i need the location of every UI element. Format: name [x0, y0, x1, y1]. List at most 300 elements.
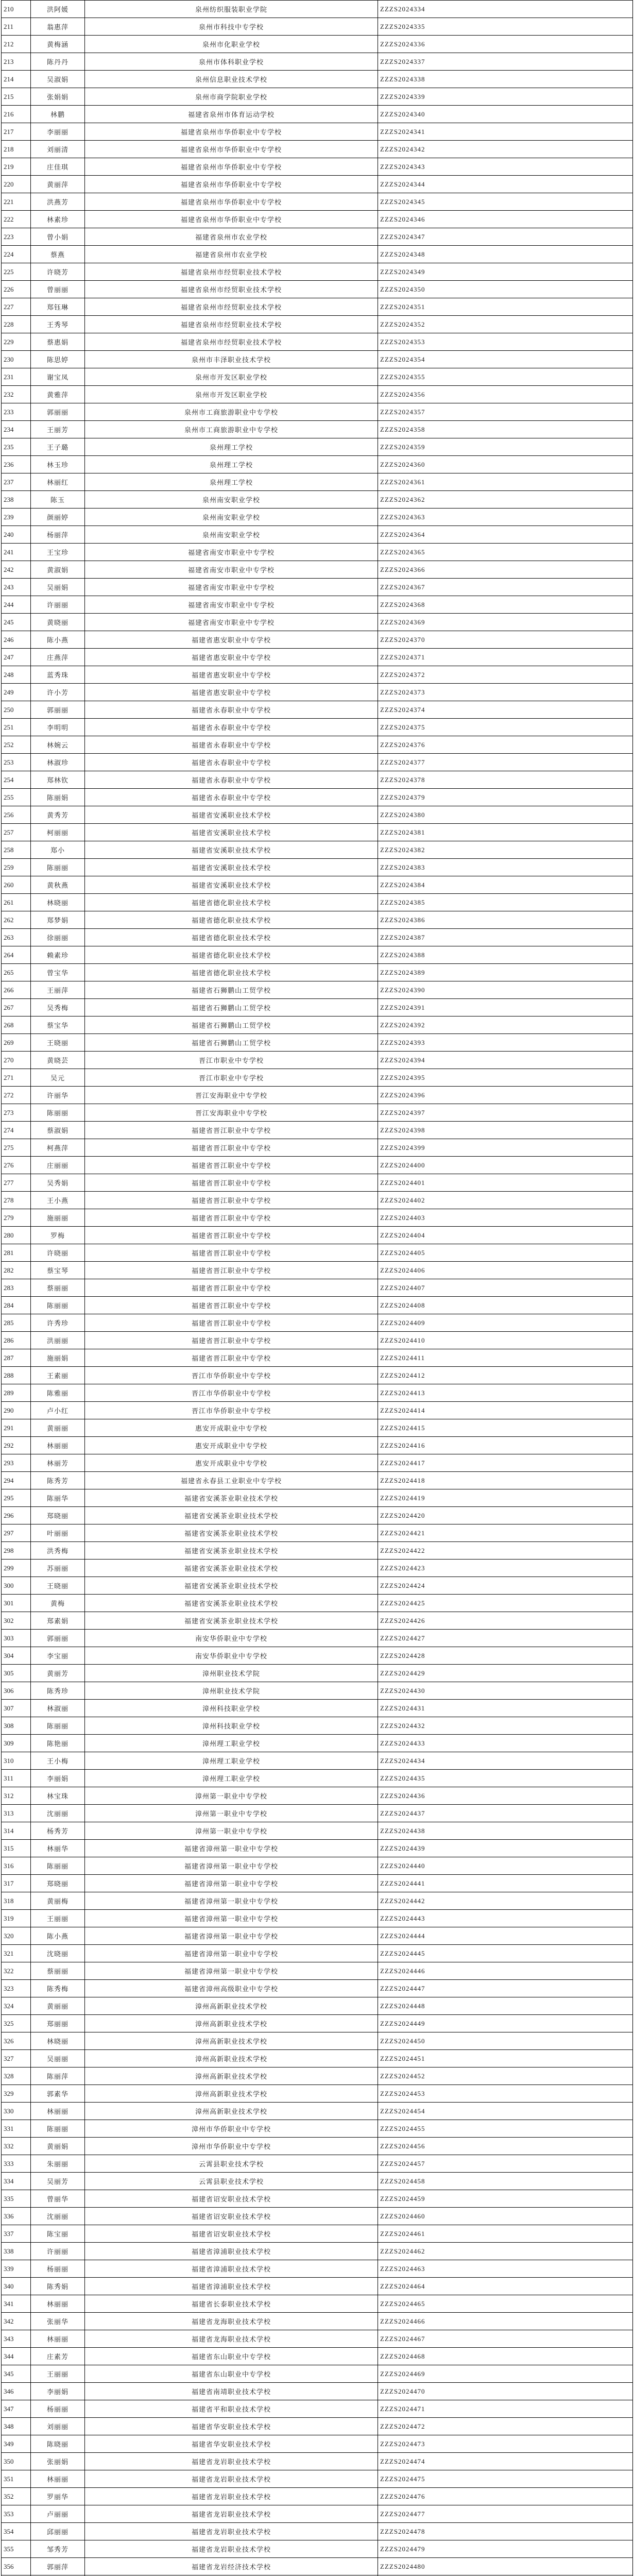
- row-number: 216: [2, 106, 31, 123]
- person-name: 赖素珍: [31, 946, 85, 964]
- school-name: 漳州高新职业技术学校: [85, 2050, 378, 2067]
- table-row: [2, 2453, 633, 2470]
- school-name: 福建省南安市职业中专学校: [85, 579, 378, 596]
- table-row: [2, 141, 633, 158]
- row-number: 306: [2, 1682, 31, 1700]
- person-name: 黄晓芸: [31, 1052, 85, 1069]
- person-name: 王晓丽: [31, 1577, 85, 1595]
- school-name: 福建省龙岩职业技术学校: [85, 2453, 378, 2470]
- certificate-id: ZZZS2024414: [378, 1402, 633, 1419]
- row-number: 226: [2, 281, 31, 298]
- row-number: 218: [2, 141, 31, 158]
- row-number: 293: [2, 1454, 31, 1472]
- school-name: 福建省德化职业技术学校: [85, 946, 378, 964]
- school-name: 福建省惠安职业中专学校: [85, 631, 378, 649]
- school-name: 福建省晋江职业中专学校: [85, 1122, 378, 1139]
- row-number: 244: [2, 596, 31, 614]
- school-name: 福建省安溪茶业职业技术学校: [85, 1612, 378, 1630]
- school-name: 泉州理工学校: [85, 473, 378, 491]
- row-number: 308: [2, 1717, 31, 1735]
- school-name: 漳州第一职业中专学校: [85, 1787, 378, 1805]
- table-row: [2, 806, 633, 824]
- certificate-id: ZZZS2024391: [378, 999, 633, 1016]
- person-name: 陈秀珍: [31, 1682, 85, 1700]
- school-name: 漳州高新职业技术学校: [85, 2015, 378, 2032]
- person-name: 陈丽华: [31, 1489, 85, 1507]
- row-number: 266: [2, 981, 31, 999]
- certificate-id: ZZZS2024434: [378, 1752, 633, 1770]
- school-name: 福建省泉州市经贸职业技术学校: [85, 298, 378, 316]
- person-name: 陈丽丽: [31, 2120, 85, 2138]
- person-name: 黄秋燕: [31, 876, 85, 894]
- school-name: 福建省永春职业中专学校: [85, 736, 378, 754]
- table-row: [2, 281, 633, 298]
- row-number: 233: [2, 403, 31, 421]
- row-number: 319: [2, 1910, 31, 1927]
- table-row: [2, 1857, 633, 1875]
- person-name: 郑梦娟: [31, 911, 85, 929]
- certificate-id: ZZZS2024413: [378, 1384, 633, 1402]
- school-name: 福建省漳州第一职业中专学校: [85, 1910, 378, 1927]
- table-row: [2, 1314, 633, 1332]
- table-row: [2, 824, 633, 841]
- certificate-id: ZZZS2024479: [378, 2540, 633, 2558]
- certificate-id: ZZZS2024466: [378, 2313, 633, 2330]
- school-name: 福建省永春职业中专学校: [85, 719, 378, 736]
- certificate-id: ZZZS2024451: [378, 2050, 633, 2067]
- row-number: 250: [2, 701, 31, 719]
- certificate-id: ZZZS2024463: [378, 2260, 633, 2278]
- row-number: 291: [2, 1419, 31, 1437]
- table-row: [2, 298, 633, 316]
- school-name: 福建省南安市职业中专学校: [85, 561, 378, 579]
- school-name: 漳州高新职业技术学校: [85, 2103, 378, 2120]
- table-row: [2, 2050, 633, 2067]
- certificate-id: ZZZS2024464: [378, 2278, 633, 2295]
- row-number: 254: [2, 771, 31, 789]
- table-row: [2, 2278, 633, 2295]
- certificate-id: ZZZS2024445: [378, 1945, 633, 1962]
- table-row: [2, 1139, 633, 1157]
- table-row: [2, 771, 633, 789]
- table-row: [2, 1069, 633, 1087]
- person-name: 杨丽萍: [31, 526, 85, 544]
- person-name: 蔡惠娟: [31, 333, 85, 351]
- certificate-id: ZZZS2024450: [378, 2032, 633, 2050]
- certificate-id: ZZZS2024396: [378, 1087, 633, 1104]
- certificate-id: ZZZS2024420: [378, 1507, 633, 1524]
- certificate-id: ZZZS2024357: [378, 403, 633, 421]
- school-name: 福建省德化职业技术学校: [85, 894, 378, 911]
- certificate-id: ZZZS2024372: [378, 666, 633, 684]
- row-number: 261: [2, 894, 31, 911]
- certificate-id: ZZZS2024344: [378, 176, 633, 193]
- row-number: 228: [2, 316, 31, 333]
- school-name: 福建省晋江职业中专学校: [85, 1227, 378, 1244]
- table-row: [2, 351, 633, 368]
- school-name: 泉州南安职业学校: [85, 526, 378, 544]
- school-name: 南安华侨职业中专学校: [85, 1647, 378, 1665]
- person-name: 陈艳丽: [31, 1735, 85, 1752]
- school-name: 福建省安溪职业技术学校: [85, 876, 378, 894]
- row-number: 328: [2, 2067, 31, 2085]
- person-name: 曾丽丽: [31, 281, 85, 298]
- school-name: 福建省晋江职业中专学校: [85, 1139, 378, 1157]
- school-name: 福建省永春职业中专学校: [85, 771, 378, 789]
- person-name: 张丽娟: [31, 2453, 85, 2470]
- row-number: 240: [2, 526, 31, 544]
- person-name: 王丽丽: [31, 2365, 85, 2383]
- person-name: 洪阿媛: [31, 1, 85, 18]
- person-name: 陈小燕: [31, 631, 85, 649]
- table-row: [2, 964, 633, 981]
- certificate-id: ZZZS2024404: [378, 1227, 633, 1244]
- row-number: 301: [2, 1595, 31, 1612]
- school-name: 福建省漳浦职业技术学校: [85, 2243, 378, 2260]
- row-number: 260: [2, 876, 31, 894]
- person-name: 黄梅涵: [31, 36, 85, 53]
- person-name: 郑小: [31, 841, 85, 859]
- school-name: 晋江安海职业中专学校: [85, 1087, 378, 1104]
- school-name: 漳州科技职业学校: [85, 1700, 378, 1717]
- person-name: 王丽萍: [31, 981, 85, 999]
- school-name: 福建省安溪茶业职业技术学校: [85, 1560, 378, 1577]
- person-name: 林丽丽: [31, 2295, 85, 2313]
- table-row: [2, 946, 633, 964]
- table-row: [2, 631, 633, 649]
- school-name: 晋江市华侨职业中专学校: [85, 1402, 378, 1419]
- row-number: 297: [2, 1524, 31, 1542]
- row-number: 255: [2, 789, 31, 806]
- table-row: [2, 2313, 633, 2330]
- person-name: 施丽娟: [31, 1349, 85, 1367]
- table-row: [2, 1489, 633, 1507]
- person-name: 吴元: [31, 1069, 85, 1087]
- school-name: 福建省晋江职业中专学校: [85, 1262, 378, 1279]
- school-name: 福建省惠安职业中专学校: [85, 666, 378, 684]
- person-name: 庄佳琪: [31, 158, 85, 176]
- school-name: 福建省华安职业技术学校: [85, 2435, 378, 2453]
- certificate-id: ZZZS2024345: [378, 193, 633, 211]
- person-name: 洪丽丽: [31, 1332, 85, 1349]
- row-number: 298: [2, 1542, 31, 1560]
- table-row: [2, 1472, 633, 1489]
- person-name: 庄素芳: [31, 2348, 85, 2365]
- person-name: 郑钰琳: [31, 298, 85, 316]
- certificate-id: ZZZS2024453: [378, 2085, 633, 2103]
- person-name: 王小梅: [31, 1752, 85, 1770]
- person-name: 卢小红: [31, 1402, 85, 1419]
- table-row: [2, 403, 633, 421]
- certificate-id: ZZZS2024461: [378, 2225, 633, 2243]
- certificate-id: ZZZS2024416: [378, 1437, 633, 1454]
- school-name: 福建省德化职业技术学校: [85, 929, 378, 946]
- table-row: [2, 1665, 633, 1682]
- table-row: [2, 1297, 633, 1314]
- person-name: 陈丽丽: [31, 859, 85, 876]
- table-row: [2, 491, 633, 509]
- table-row: [2, 876, 633, 894]
- school-name: 福建省诏安职业技术学校: [85, 2225, 378, 2243]
- row-number: 273: [2, 1104, 31, 1122]
- table-row: [2, 544, 633, 561]
- certificate-id: ZZZS2024436: [378, 1787, 633, 1805]
- person-name: 杨丽丽: [31, 2260, 85, 2278]
- person-name: 洪秀梅: [31, 1542, 85, 1560]
- certificate-id: ZZZS2024435: [378, 1770, 633, 1787]
- table-row: [2, 1805, 633, 1822]
- row-number: 267: [2, 999, 31, 1016]
- certificate-id: ZZZS2024359: [378, 438, 633, 456]
- person-name: 黄淑娟: [31, 561, 85, 579]
- certificate-id: ZZZS2024408: [378, 1297, 633, 1314]
- table-row: [2, 263, 633, 281]
- school-name: 漳州理工职业学校: [85, 1770, 378, 1787]
- person-name: 林淑珍: [31, 754, 85, 771]
- person-name: 吴秀梅: [31, 999, 85, 1016]
- school-name: 漳州第一职业中专学校: [85, 1805, 378, 1822]
- certificate-id: ZZZS2024460: [378, 2208, 633, 2225]
- table-row: [2, 1875, 633, 1892]
- certificate-id: ZZZS2024440: [378, 1857, 633, 1875]
- row-number: 329: [2, 2085, 31, 2103]
- certificate-id: ZZZS2024410: [378, 1332, 633, 1349]
- person-name: 王宝珍: [31, 544, 85, 561]
- table-row: [2, 1052, 633, 1069]
- table-row: [2, 736, 633, 754]
- row-number: 333: [2, 2155, 31, 2173]
- row-number: 304: [2, 1647, 31, 1665]
- certificate-id: ZZZS2024373: [378, 684, 633, 701]
- person-name: 林丽丽: [31, 2103, 85, 2120]
- school-name: 福建省龙海职业技术学校: [85, 2330, 378, 2348]
- row-number: 264: [2, 946, 31, 964]
- row-number: 334: [2, 2173, 31, 2190]
- row-number: 351: [2, 2470, 31, 2488]
- row-number: 274: [2, 1122, 31, 1139]
- row-number: 271: [2, 1069, 31, 1087]
- school-name: 福建省漳州第一职业中专学校: [85, 1962, 378, 1980]
- table-row: [2, 1962, 633, 1980]
- table-row: [2, 579, 633, 596]
- person-name: 卢丽丽: [31, 2505, 85, 2523]
- row-number: 316: [2, 1857, 31, 1875]
- person-name: 刘丽清: [31, 141, 85, 158]
- school-name: 福建省诏安职业技术学校: [85, 2190, 378, 2208]
- school-name: 惠安开成职业中专学校: [85, 1454, 378, 1472]
- person-name: 许丽华: [31, 1087, 85, 1104]
- certificate-id: ZZZS2024444: [378, 1927, 633, 1945]
- certificate-id: ZZZS2024387: [378, 929, 633, 946]
- person-name: 吴秀娟: [31, 1174, 85, 1192]
- table-row: [2, 2470, 633, 2488]
- person-name: 邹秀芳: [31, 2540, 85, 2558]
- certificate-id: ZZZS2024360: [378, 456, 633, 473]
- person-name: 罗丽华: [31, 2488, 85, 2505]
- table-row: [2, 614, 633, 631]
- table-row: [2, 2015, 633, 2032]
- table-row: [2, 333, 633, 351]
- row-number: 223: [2, 228, 31, 246]
- table-row: [2, 1174, 633, 1192]
- school-name: 惠安开成职业中专学校: [85, 1419, 378, 1437]
- school-name: 泉州市体科职业学校: [85, 53, 378, 71]
- school-name: 泉州市商学院职业学校: [85, 88, 378, 106]
- school-name: 晋江市华侨职业中专学校: [85, 1367, 378, 1384]
- person-name: 沈丽丽: [31, 1805, 85, 1822]
- row-number: 220: [2, 176, 31, 193]
- table-row: [2, 2120, 633, 2138]
- table-row: [2, 1822, 633, 1840]
- row-number: 256: [2, 806, 31, 824]
- certificate-id: ZZZS2024353: [378, 333, 633, 351]
- row-number: 324: [2, 1997, 31, 2015]
- person-name: 黄丽丽: [31, 1997, 85, 2015]
- school-name: 福建省平和职业技术学校: [85, 2400, 378, 2418]
- row-number: 276: [2, 1157, 31, 1174]
- person-name: 陈晓丽: [31, 2435, 85, 2453]
- row-number: 232: [2, 386, 31, 403]
- person-name: 林丽红: [31, 473, 85, 491]
- table-row: [2, 2173, 633, 2190]
- person-name: 黄丽芳: [31, 1665, 85, 1682]
- table-row: [2, 1332, 633, 1349]
- person-name: 林丽丽: [31, 2330, 85, 2348]
- table-row: [2, 1454, 633, 1472]
- person-name: 徐丽丽: [31, 929, 85, 946]
- certificate-id: ZZZS2024425: [378, 1595, 633, 1612]
- row-number: 356: [2, 2558, 31, 2575]
- table-row: [2, 1244, 633, 1262]
- person-name: 林丽华: [31, 1840, 85, 1857]
- school-name: 福建省龙岩职业技术学校: [85, 2488, 378, 2505]
- certificate-id: ZZZS2024465: [378, 2295, 633, 2313]
- certificate-id: ZZZS2024477: [378, 2505, 633, 2523]
- row-number: 338: [2, 2243, 31, 2260]
- person-name: 邱丽丽: [31, 2523, 85, 2540]
- school-name: 泉州纺织服装职业学院: [85, 1, 378, 18]
- certificate-id: ZZZS2024350: [378, 281, 633, 298]
- school-name: 福建省安溪职业技术学校: [85, 806, 378, 824]
- certificate-id: ZZZS2024438: [378, 1822, 633, 1840]
- school-name: 晋江市职业中专学校: [85, 1069, 378, 1087]
- row-number: 221: [2, 193, 31, 211]
- row-number: 305: [2, 1665, 31, 1682]
- school-name: 福建省东山职业中专学校: [85, 2348, 378, 2365]
- certificate-id: ZZZS2024343: [378, 158, 633, 176]
- row-number: 257: [2, 824, 31, 841]
- certificate-id: ZZZS2024437: [378, 1805, 633, 1822]
- table-row: [2, 1560, 633, 1577]
- certificate-id: ZZZS2024429: [378, 1665, 633, 1682]
- table-row: [2, 1209, 633, 1227]
- certificate-id: ZZZS2024473: [378, 2435, 633, 2453]
- row-number: 311: [2, 1770, 31, 1787]
- person-name: 张丽华: [31, 2313, 85, 2330]
- person-name: 郭丽丽: [31, 701, 85, 719]
- table-row: [2, 911, 633, 929]
- row-number: 315: [2, 1840, 31, 1857]
- person-name: 许晓芳: [31, 263, 85, 281]
- table-row: [2, 2540, 633, 2558]
- school-name: 云霄县职业技术学校: [85, 2173, 378, 2190]
- person-name: 黄丽丽: [31, 1419, 85, 1437]
- row-number: 317: [2, 1875, 31, 1892]
- table-row: [2, 1595, 633, 1612]
- certificate-id: ZZZS2024402: [378, 1192, 633, 1209]
- school-name: 福建省石狮鹏山工贸学校: [85, 999, 378, 1016]
- school-name: 福建省龙岩职业技术学校: [85, 2523, 378, 2540]
- certificate-id: ZZZS2024468: [378, 2348, 633, 2365]
- school-name: 惠安开成职业中专学校: [85, 1437, 378, 1454]
- row-number: 239: [2, 509, 31, 526]
- table-row: [2, 859, 633, 876]
- row-number: 215: [2, 88, 31, 106]
- certificate-id: ZZZS2024376: [378, 736, 633, 754]
- certificate-id: ZZZS2024382: [378, 841, 633, 859]
- person-name: 王晓丽: [31, 1034, 85, 1052]
- school-name: 福建省晋江职业中专学校: [85, 1279, 378, 1297]
- certificate-id: ZZZS2024426: [378, 1612, 633, 1630]
- person-name: 罗梅: [31, 1227, 85, 1244]
- school-name: 福建省惠安职业中专学校: [85, 649, 378, 666]
- table-row: [2, 1157, 633, 1174]
- table-row: [2, 421, 633, 438]
- person-name: 陈小燕: [31, 1927, 85, 1945]
- table-row: [2, 894, 633, 911]
- person-name: 吴丽娟: [31, 579, 85, 596]
- row-number: 258: [2, 841, 31, 859]
- table-row: [2, 1, 633, 18]
- school-name: 漳州职业技术学院: [85, 1665, 378, 1682]
- person-name: 林丽丽: [31, 2470, 85, 2488]
- school-name: 福建省南安市职业中专学校: [85, 596, 378, 614]
- certificate-id: ZZZS2024430: [378, 1682, 633, 1700]
- person-name: 许秀珍: [31, 1314, 85, 1332]
- school-name: 福建省泉州市经贸职业技术学校: [85, 333, 378, 351]
- row-number: 331: [2, 2120, 31, 2138]
- row-number: 251: [2, 719, 31, 736]
- school-name: 漳州第一职业中专学校: [85, 1822, 378, 1840]
- certificate-id: ZZZS2024424: [378, 1577, 633, 1595]
- certificate-id: ZZZS2024448: [378, 1997, 633, 2015]
- row-number: 268: [2, 1016, 31, 1034]
- row-number: 265: [2, 964, 31, 981]
- certificate-id: ZZZS2024470: [378, 2383, 633, 2400]
- row-number: 222: [2, 211, 31, 228]
- school-name: 福建省晋江职业中专学校: [85, 1314, 378, 1332]
- person-name: 陈秀梅: [31, 1980, 85, 1997]
- certificate-id: ZZZS2024346: [378, 211, 633, 228]
- table-row: [2, 754, 633, 771]
- row-number: 290: [2, 1402, 31, 1419]
- school-name: 漳州高新职业技术学校: [85, 2067, 378, 2085]
- table-row: [2, 36, 633, 53]
- row-number: 352: [2, 2488, 31, 2505]
- certificate-id: ZZZS2024381: [378, 824, 633, 841]
- table-row: [2, 438, 633, 456]
- table-row: [2, 2138, 633, 2155]
- row-number: 288: [2, 1367, 31, 1384]
- school-name: 福建省安溪茶业职业技术学校: [85, 1489, 378, 1507]
- school-name: 福建省晋江职业中专学校: [85, 1209, 378, 1227]
- row-number: 349: [2, 2435, 31, 2453]
- person-name: 庄燕萍: [31, 649, 85, 666]
- school-name: 福建省泉州市经贸职业技术学校: [85, 281, 378, 298]
- row-number: 280: [2, 1227, 31, 1244]
- person-name: 沈丽丽: [31, 2208, 85, 2225]
- row-number: 219: [2, 158, 31, 176]
